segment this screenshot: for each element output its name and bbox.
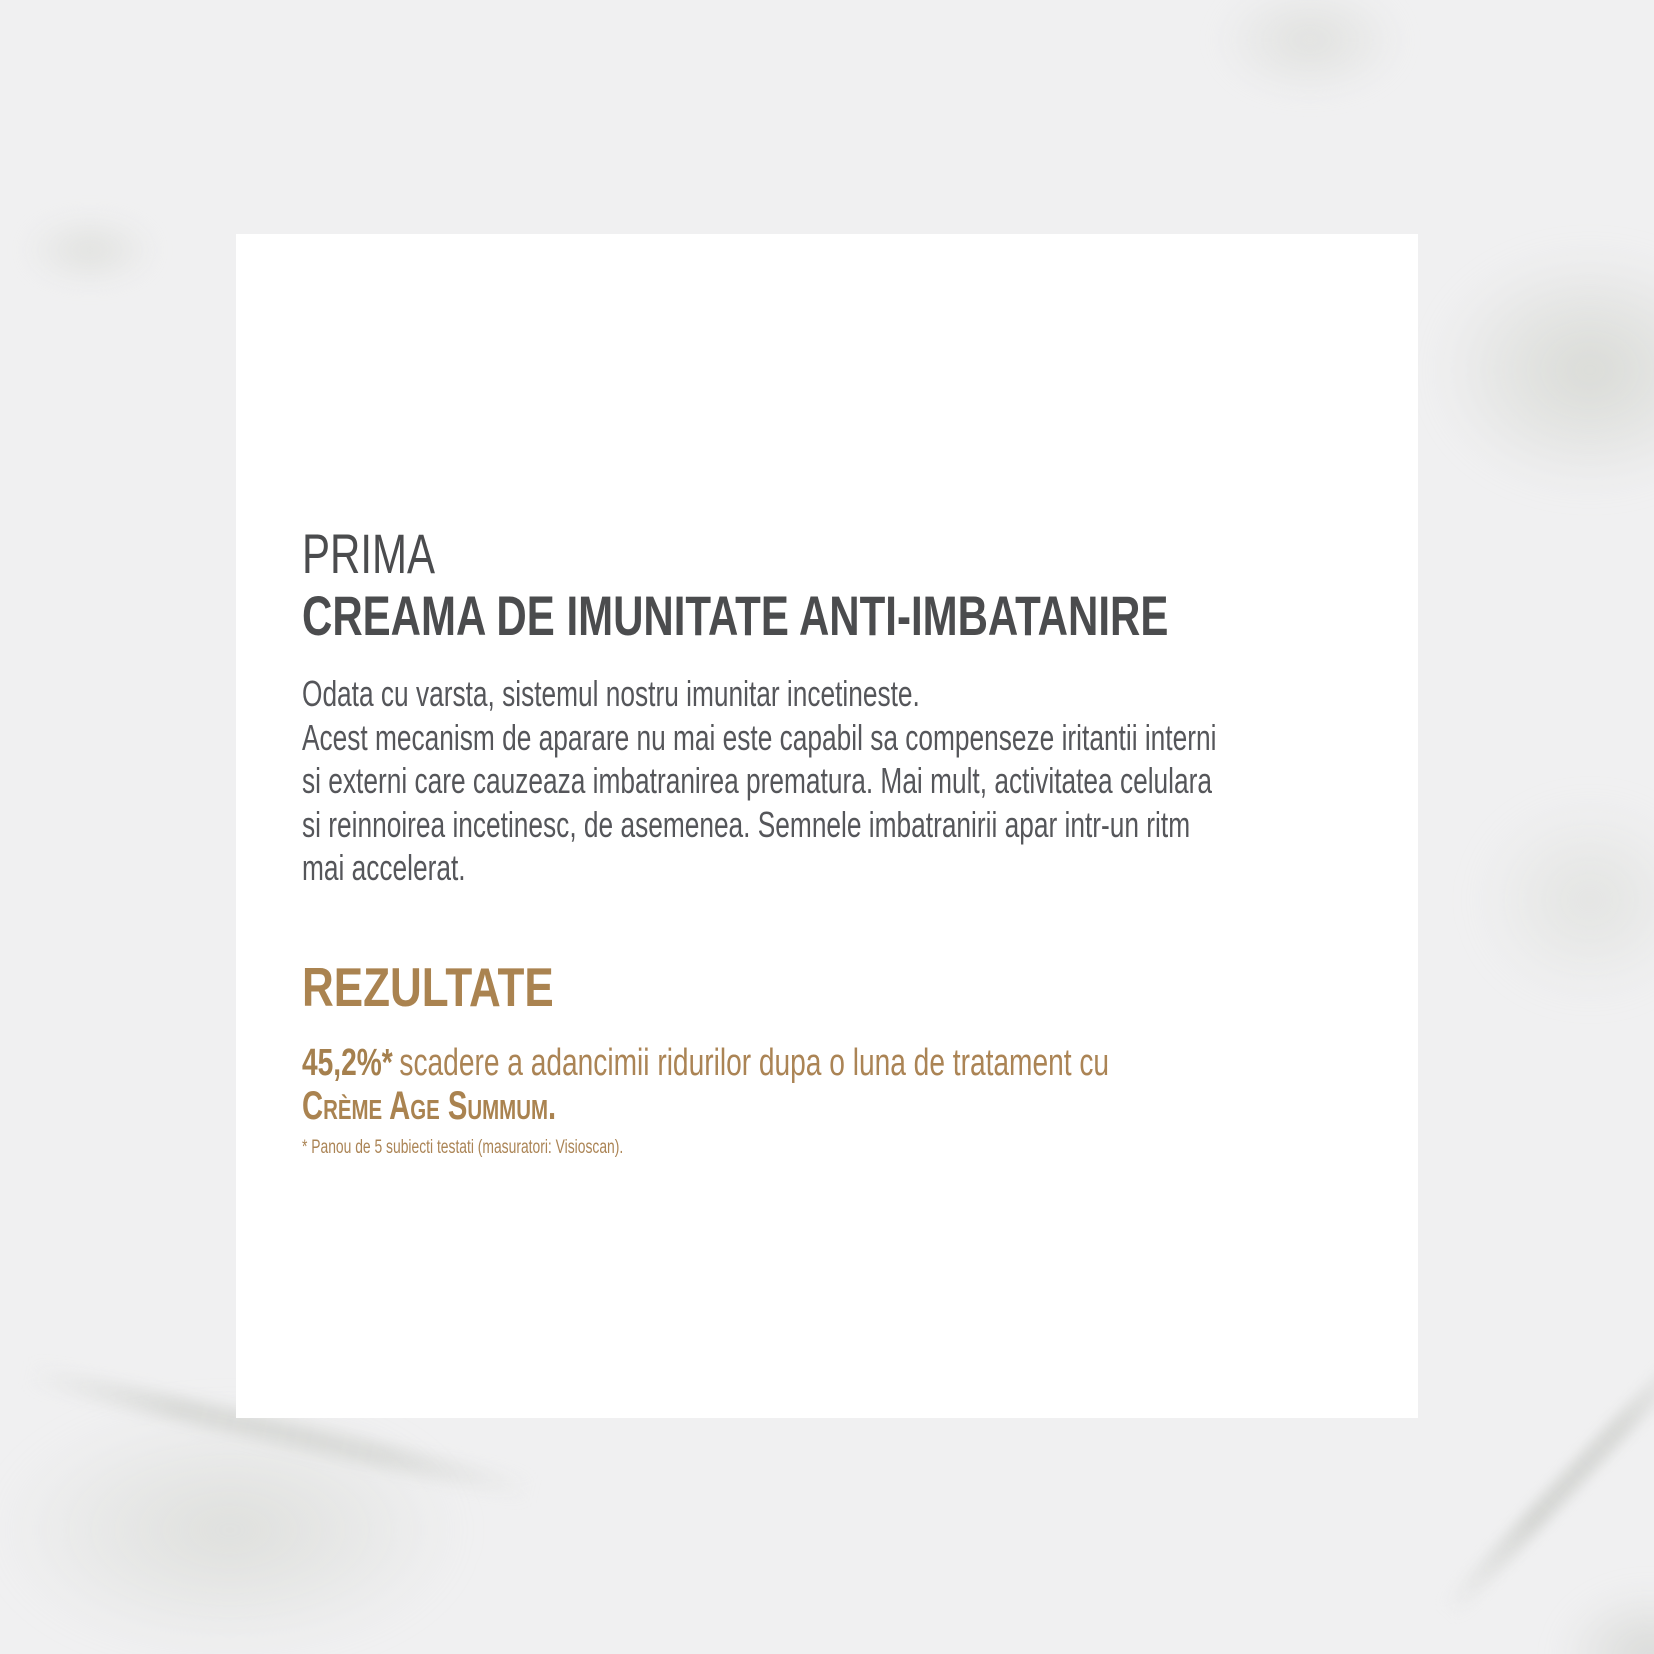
pretitle <box>302 522 479 585</box>
product-name-text: Crème Age Summum. <box>302 1084 557 1128</box>
body-line: mai accelerat. <box>302 847 466 888</box>
marble-vein <box>1180 0 1440 120</box>
body-line: si externi care cauzeaza imbatranirea prematura. Mai mult, activitatea celulara <box>302 760 1212 801</box>
body-paragraph <box>302 672 1555 890</box>
results-heading <box>302 956 617 1018</box>
footnote <box>302 1138 742 1157</box>
marble-vein <box>0 200 180 300</box>
pretitle-text: PRIMA <box>302 522 436 585</box>
marble-vein <box>1439 1342 1654 1620</box>
marble-vein <box>1520 1560 1654 1654</box>
results-statement <box>302 1044 1393 1082</box>
page-title-text: CREAMA DE IMUNITATE ANTI-IMBATANIRE <box>302 584 1169 647</box>
results-text: scadere a adancimii ridurilor dupa o luna de tratament cu <box>399 1042 1110 1084</box>
results-stat: 45,2%* <box>302 1042 393 1084</box>
content-card <box>236 234 1418 1418</box>
product-name <box>302 1086 650 1126</box>
results-heading-text: REZULTATE <box>302 956 554 1018</box>
footnote-text: * Panou de 5 subiecti testati (masuratori: Visioscan). <box>302 1137 624 1158</box>
body-line: Acest mecanism de aparare nu mai este capabil sa compenseze iritantii interni <box>302 716 1217 758</box>
body-line: si reinnoirea incetinesc, de asemenea. Semnele imbatranirii apar intr-un ritm <box>302 803 1191 845</box>
body-line: Odata cu varsta, sistemul nostru imunitar incetineste. <box>302 673 920 714</box>
page-title <box>302 584 1457 647</box>
